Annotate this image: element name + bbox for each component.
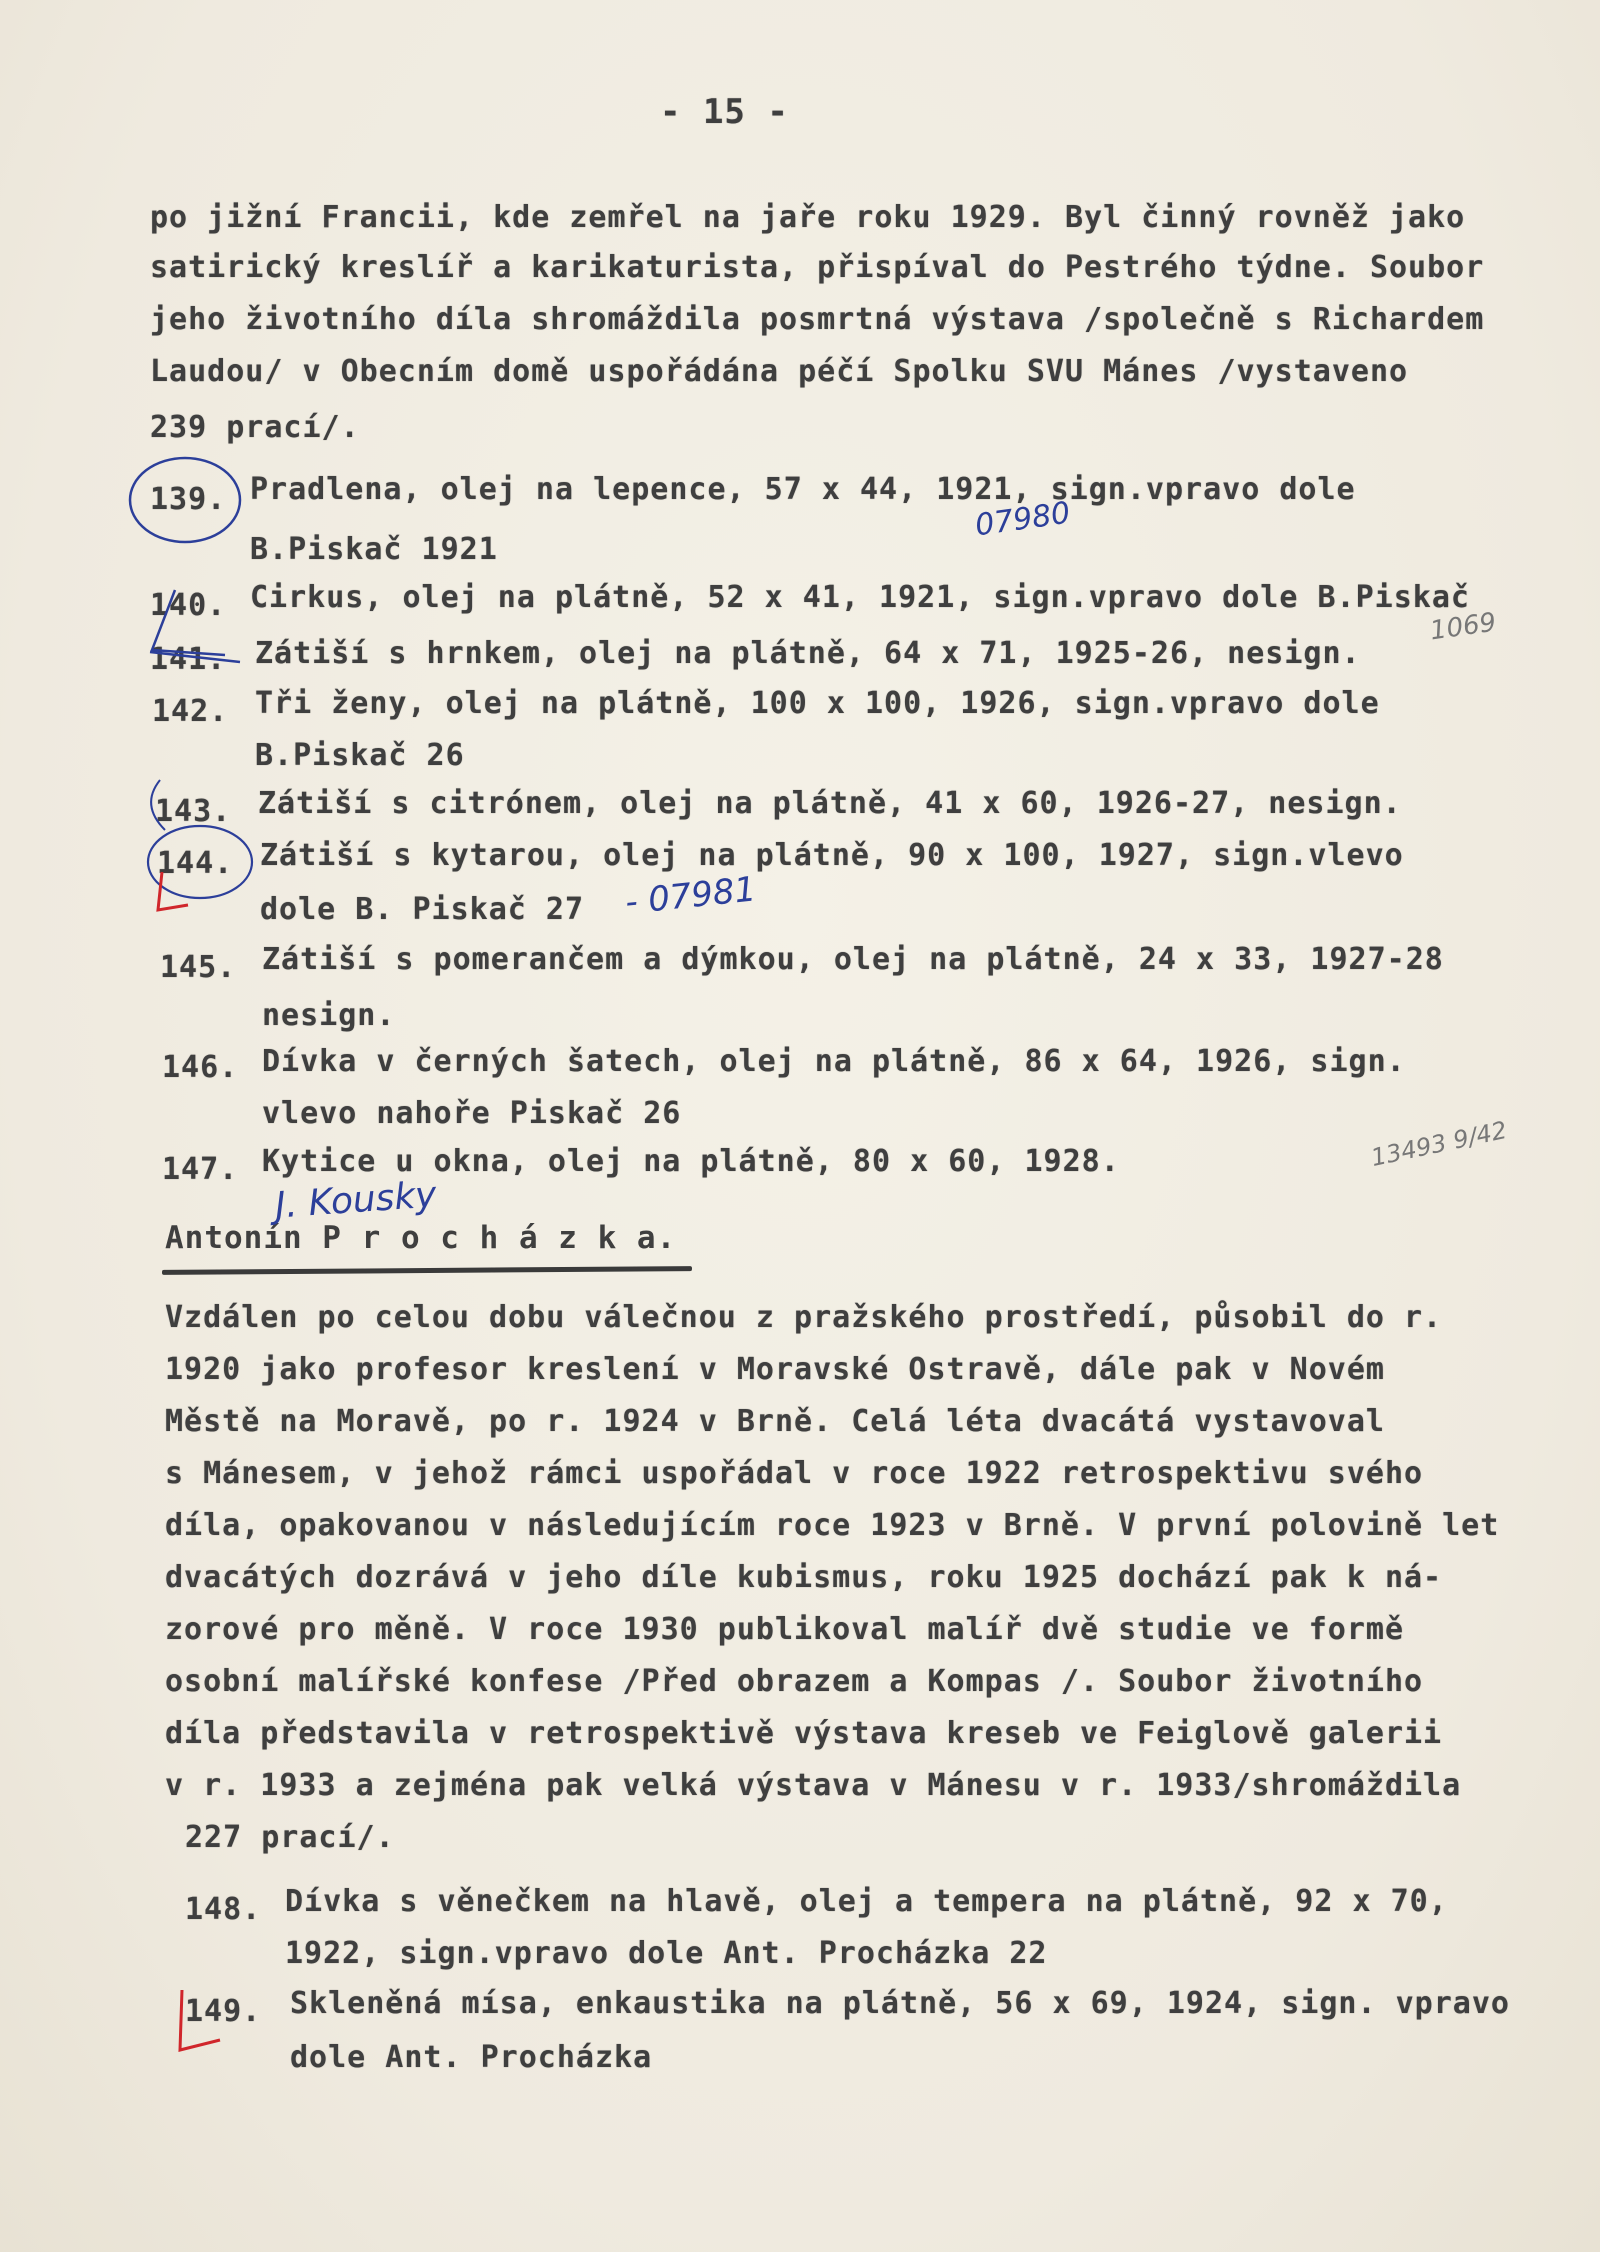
entry-145-number: 145. xyxy=(160,950,237,985)
handwritten-note-141: 1069 xyxy=(1428,607,1498,647)
entry-147-line-1: Kytice u okna, olej na plátně, 80 x 60, 1928. xyxy=(262,1144,1120,1179)
heading-underline xyxy=(162,1266,692,1275)
entry-143-number: 143. xyxy=(155,794,232,829)
entry-147-number: 147. xyxy=(162,1152,239,1187)
entry-145-line-2: nesign. xyxy=(262,998,396,1033)
entry-141-number: 141. xyxy=(150,642,227,677)
handwritten-note-144: - 07981 xyxy=(623,869,758,923)
entry-145-line-1: Zátiší s pomerančem a dýmkou, olej na plátně, 24 x 33, 1927-28 xyxy=(262,942,1444,977)
entry-148-number: 148. xyxy=(185,1892,262,1927)
section-heading: Antonín P r o c h á z k a. xyxy=(165,1220,677,1256)
paragraph2-line-9: díla představila v retrospektivě výstava kreseb ve Feiglově galerii xyxy=(165,1716,1443,1751)
entry-142-line-2: B.Piskač 26 xyxy=(255,738,465,773)
entry-143-line-1: Zátiší s citrónem, olej na plátně, 41 x 60, 1926-27, nesign. xyxy=(258,786,1402,821)
paragraph2-line-10: v r. 1933 a zejména pak velká výstava v Mánesu v r. 1933/shromáždila xyxy=(165,1768,1462,1803)
entry-144-line-1: Zátiší s kytarou, olej na plátně, 90 x 100, 1927, sign.vlevo xyxy=(260,838,1404,873)
entry-144-line-2: dole B. Piskač 27 xyxy=(260,892,585,927)
entry-142-number: 142. xyxy=(152,694,229,729)
entry-148-line-2: 1922, sign.vpravo dole Ant. Procházka 22 xyxy=(285,1936,1048,1971)
entry-146-line-2: vlevo nahoře Piskač 26 xyxy=(262,1096,682,1131)
entry-139-line-2: B.Piskač 1921 xyxy=(250,532,498,567)
entry-149-number: 149. xyxy=(185,1994,262,2029)
paragraph2-line-8: osobní malířské konfese /Před obrazem a Kompas /. Soubor životního xyxy=(165,1664,1424,1699)
page-number: - 15 - xyxy=(660,92,789,132)
paragraph2-line-6: dvacátých dozrává v jeho díle kubismus, roku 1925 dochází pak k ná- xyxy=(165,1560,1443,1595)
handwritten-note-heading: J. Kousky xyxy=(273,1174,438,1227)
paragraph1-line-2: satirický kreslíř a karikaturista, přispíval do Pestrého týdne. Soubor xyxy=(150,250,1485,285)
paragraph2-line-2: 1920 jako profesor kreslení v Moravské Ostravě, dále pak v Novém xyxy=(165,1352,1385,1387)
entry-142-line-1: Tři ženy, olej na plátně, 100 x 100, 1926, sign.vpravo dole xyxy=(255,686,1380,721)
paragraph2-line-1: Vzdálen po celou dobu válečnou z pražského prostředí, působil do r. xyxy=(165,1300,1443,1335)
entry-140-number: 140. xyxy=(150,588,227,623)
entry-146-number: 146. xyxy=(162,1050,239,1085)
paragraph1-line-3: jeho životního díla shromáždila posmrtná výstava /společně s Richardem xyxy=(150,302,1485,337)
entry-149-line-1: Skleněná mísa, enkaustika na plátně, 56 x 69, 1924, sign. vpravo xyxy=(290,1986,1510,2021)
entry-146-line-1: Dívka v černých šatech, olej na plátně, 86 x 64, 1926, sign. xyxy=(262,1044,1406,1079)
entry-144-number: 144. xyxy=(157,846,234,881)
entry-139-number: 139. xyxy=(150,482,227,517)
paragraph2-line-3: Městě na Moravě, po r. 1924 v Brně. Celá léta dvacátá vystavoval xyxy=(165,1404,1385,1439)
paragraph1-line-5: 239 prací/. xyxy=(150,410,360,445)
handwritten-note-139: 07980 xyxy=(973,495,1073,544)
entry-149-line-2: dole Ant. Procházka xyxy=(290,2040,653,2075)
paragraph1-line-1: po jižní Francii, kde zemřel na jaře roku 1929. Byl činný rovněž jako xyxy=(150,200,1466,235)
paragraph1-line-4: Laudou/ v Obecním domě uspořádána péčí Spolku SVU Mánes /vystaveno xyxy=(150,354,1409,389)
entry-139-line-1: Pradlena, olej na lepence, 57 x 44, 1921, sign.vpravo dole xyxy=(250,472,1356,507)
entry-141-line-1: Zátiší s hrnkem, olej na plátně, 64 x 71, 1925-26, nesign. xyxy=(255,636,1361,671)
paragraph2-line-7: zorové pro měně. V roce 1930 publikoval malíř dvě studie ve formě xyxy=(165,1612,1404,1647)
entry-148-line-1: Dívka s věnečkem na hlavě, olej a tempera na plátně, 92 x 70, xyxy=(285,1884,1448,1919)
paragraph2-line-11: 227 prací/. xyxy=(185,1820,395,1855)
entry-140-line-1: Cirkus, olej na plátně, 52 x 41, 1921, sign.vpravo dole B.Piskač xyxy=(250,580,1470,615)
paragraph2-line-4: s Mánesem, v jehož rámci uspořádal v roce 1922 retrospektivu svého xyxy=(165,1456,1424,1491)
paragraph2-line-5: díla, opakovanou v následujícím roce 1923 v Brně. V první polovině let xyxy=(165,1508,1500,1543)
handwritten-note-margin: 13493 9/42 xyxy=(1368,1115,1510,1173)
